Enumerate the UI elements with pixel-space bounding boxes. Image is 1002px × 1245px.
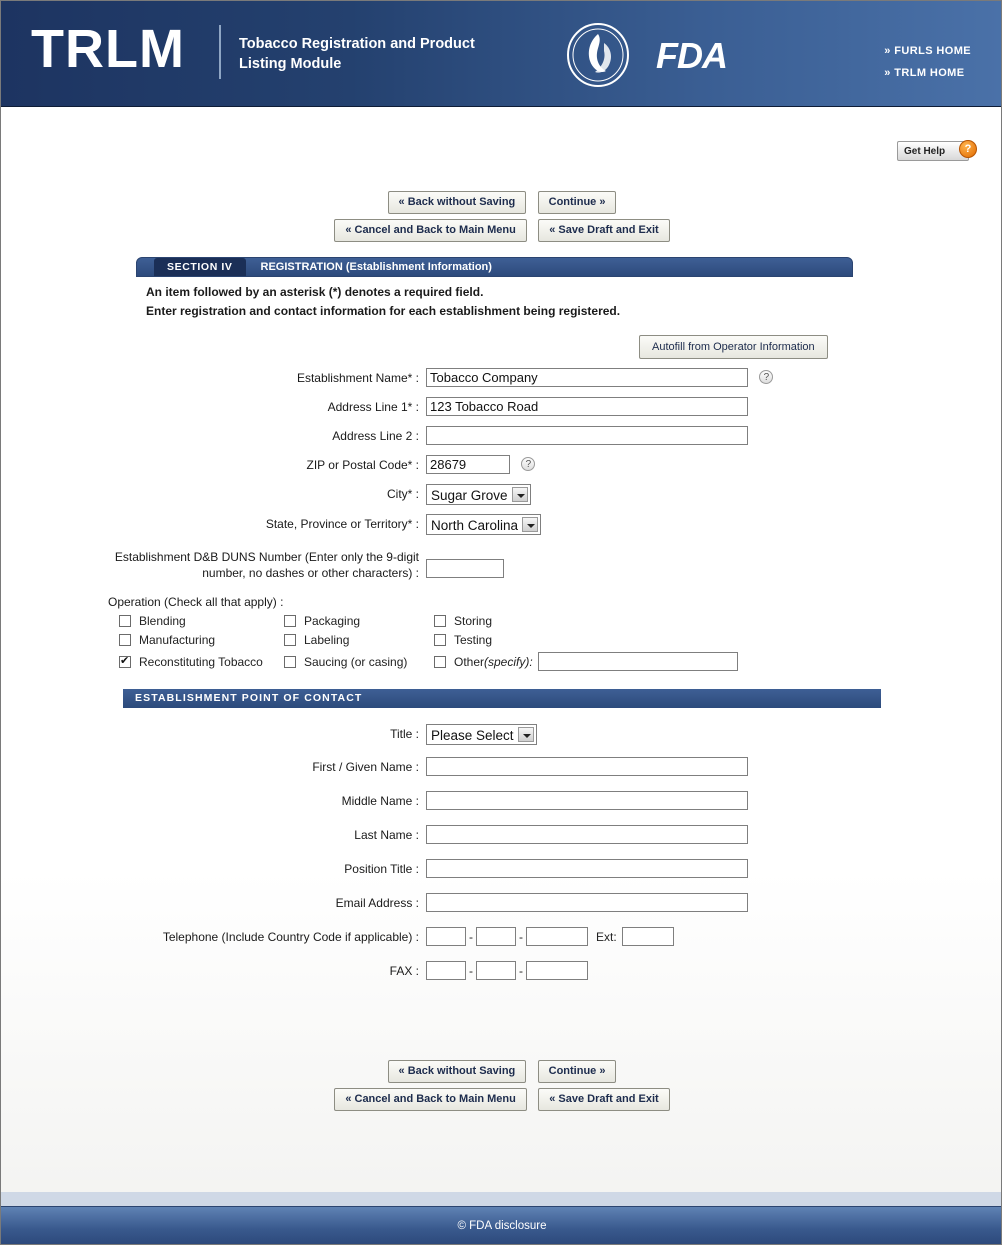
tab-section-iv[interactable]: SECTION IV [154,258,246,276]
operation-heading: Operation (Check all that apply) : [108,595,284,609]
chevron-left-icon: « [398,1065,405,1077]
telephone-part-1-input[interactable] [426,927,466,946]
trlm-logo: TRLM [31,19,185,79]
row-state [1,514,1002,535]
telephone-control [426,927,1002,946]
toolbar-bottom-row-1 [1,1060,1002,1088]
duns-label-line-1: Establishment D&B DUNS Number (Enter only the 9-digit [114,550,419,564]
checkbox-saucing[interactable] [284,656,296,668]
city-label: City* : [386,487,419,501]
form-content [1,283,1002,981]
operation-reconstituting-label: Reconstituting Tobacco [139,654,263,669]
back-without-saving-label: Back without Saving [407,196,516,208]
establishment-point-of-contact-band: ESTABLISHMENT POINT OF CONTACT [123,689,881,708]
row-position-title [1,859,1002,879]
save-draft-exit-label: Save Draft and Exit [558,224,659,236]
checkbox-manufacturing[interactable] [119,634,131,646]
fax-part-3-input[interactable] [526,961,588,980]
state-control [426,514,1002,535]
middle-name-input[interactable] [426,791,748,810]
last-name-label: Last Name : [354,828,419,842]
duns-control [426,549,1002,578]
continue-button-bottom[interactable] [538,1060,617,1083]
duns-label-line-2: number, no dashes or other characters) : [202,566,419,580]
operation-saucing-label: Saucing (or casing) [304,654,408,669]
telephone-dash-2: - [519,929,523,944]
chevron-down-icon[interactable] [512,487,528,502]
operation-blending-label: Blending [139,614,186,628]
required-field-note: An item followed by an asterisk (*) denotes a required field. [146,285,484,299]
zip-code-label: ZIP or Postal Code* : [306,458,419,472]
operation-labeling[interactable] [284,633,434,647]
fda-logo: FDA [656,35,727,76]
position-title-control [426,859,1002,878]
form-notes [146,283,1002,321]
email-address-label: Email Address : [335,896,419,910]
operation-blending[interactable] [119,614,284,628]
row-middle-name [1,791,1002,811]
operation-checkbox-grid [119,614,1002,671]
checkbox-blending[interactable] [119,615,131,627]
position-title-label: Position Title : [344,862,419,876]
operation-storing[interactable] [434,614,1002,628]
operation-labeling-label: Labeling [304,633,350,647]
row-establishment-name [1,368,1002,388]
save-draft-exit-button-top[interactable] [538,219,669,242]
chevron-left-icon: « [398,196,405,208]
fax-part-2-input[interactable] [476,961,516,980]
continue-button-top[interactable] [538,191,617,214]
section-tabbar [136,257,853,277]
telephone-label: Telephone (Include Country Code if applicable) : [162,930,419,944]
row-last-name [1,825,1002,845]
chevron-down-icon[interactable] [518,727,534,742]
first-name-input[interactable] [426,757,748,776]
operation-reconstituting-tobacco[interactable] [119,652,284,671]
back-without-saving-label: Back without Saving [407,1065,516,1077]
establishment-name-input[interactable] [426,368,748,387]
operation-other-specify-label: (specify): [484,654,533,669]
row-zip-code [1,455,1002,475]
tab-title: REGISTRATION (Establishment Information) [260,261,492,273]
get-help-button[interactable] [897,141,972,161]
duns-input[interactable] [426,559,504,578]
operation-storing-label: Storing [454,614,493,628]
header-divider [219,25,221,79]
first-name-control [426,757,1002,776]
toolbar-top-row-1 [1,191,1002,219]
address-line-2-control [426,426,1002,445]
operation-other-label: Other [454,654,485,669]
last-name-control [426,825,1002,844]
first-name-label: First / Given Name : [312,760,419,774]
address-line-2-label: Address Line 2 : [332,429,419,443]
checkbox-reconstituting-tobacco[interactable] [119,656,131,668]
telephone-dash-1: - [469,929,473,944]
checkbox-packaging[interactable] [284,615,296,627]
contact-title-label: Title : [390,727,419,741]
operation-packaging[interactable] [284,614,434,628]
cancel-back-label: Cancel and Back to Main Menu [354,1093,516,1105]
email-address-input[interactable] [426,893,748,912]
row-email-address [1,893,1002,913]
address-line-1-control [426,397,1002,416]
checkbox-other[interactable] [434,656,446,668]
site-footer: © FDA disclosure [1,1206,1002,1244]
checkbox-testing[interactable] [434,634,446,646]
autofill-from-operator-button[interactable]: Autofill from Operator Information [639,335,828,359]
fax-dash-2: - [519,963,523,978]
header-subtitle: Tobacco Registration and Product Listing Module [239,36,475,72]
header-links [884,45,971,89]
contact-title-control [426,724,1002,745]
cancel-back-label: Cancel and Back to Main Menu [354,224,516,236]
operation-other[interactable] [434,652,1002,671]
row-fax [1,961,1002,981]
question-mark-icon[interactable]: ? [959,140,977,158]
back-without-saving-button-top[interactable] [388,191,527,214]
address-line-1-input[interactable] [426,397,748,416]
row-telephone [1,927,1002,947]
get-help-label: Get Help [904,146,946,157]
fax-control [426,961,1002,980]
operation-other-input[interactable] [538,652,738,671]
state-select[interactable] [426,514,541,535]
fax-dash-1: - [469,963,473,978]
link-trlm-home[interactable]: » TRLM HOME [884,67,965,79]
city-selected-value: Sugar Grove [431,488,508,503]
duns-label [1,549,426,581]
chevron-left-icon: « [345,1093,352,1105]
address-line-1-label: Address Line 1* : [327,400,419,414]
toolbar-top-row-2 [1,219,1002,247]
row-address-line-1 [1,397,1002,417]
address-line-2-input[interactable] [426,426,748,445]
fax-label: FAX : [389,964,419,978]
continue-label: Continue [548,196,597,208]
chevron-right-icon: » [599,1065,606,1077]
chevron-left-icon: « [549,224,556,236]
link-furls-home[interactable]: » FURLS HOME [884,45,971,57]
position-title-input[interactable] [426,859,748,878]
row-first-name [1,757,1002,777]
telephone-part-2-input[interactable] [476,927,516,946]
instructions-note: Enter registration and contact information for each establishment being registered. [146,304,621,318]
establishment-name-control [426,368,1002,387]
establishment-name-label: Establishment Name* : [296,371,419,385]
save-draft-exit-button-bottom[interactable] [538,1088,669,1111]
cancel-back-main-menu-button-top[interactable] [334,219,527,242]
state-selected-value: North Carolina [431,518,519,533]
toolbar-top [1,191,1002,247]
checkbox-storing[interactable] [434,615,446,627]
contact-title-selected-value: Please Select [431,728,514,743]
telephone-part-3-input[interactable] [526,927,588,946]
footer-spacer [1,1192,1002,1206]
hhs-seal-icon [559,21,637,89]
back-without-saving-button-bottom[interactable] [388,1060,527,1083]
zip-code-control [426,455,1002,474]
telephone-ext-input[interactable] [622,927,674,946]
contact-title-select[interactable] [426,724,537,745]
city-select[interactable] [426,484,531,505]
chevron-left-icon: « [549,1093,556,1105]
fax-part-1-input[interactable] [426,961,466,980]
toolbar-bottom [1,1060,1002,1116]
state-label: State, Province or Territory* : [265,517,419,531]
last-name-input[interactable] [426,825,748,844]
operation-testing[interactable] [434,633,1002,647]
operation-manufacturing[interactable] [119,633,284,647]
middle-name-label: Middle Name : [341,794,419,808]
site-header [1,1,1001,107]
operation-packaging-label: Packaging [304,614,361,628]
email-address-control [426,893,1002,912]
checkbox-labeling[interactable] [284,634,296,646]
middle-name-control [426,791,1002,810]
establishment-name-help-icon[interactable]: ? [759,370,773,384]
chevron-down-icon[interactable] [522,517,538,532]
row-duns-number [1,549,1002,581]
save-draft-exit-label: Save Draft and Exit [558,1093,659,1105]
row-contact-title [1,724,1002,745]
operation-manufacturing-label: Manufacturing [139,633,216,647]
autofill-row [1,335,1002,359]
toolbar-bottom-row-2 [1,1088,1002,1116]
zip-code-input[interactable] [426,455,510,474]
telephone-ext-label: Ext: [596,929,617,944]
chevron-right-icon: » [599,196,606,208]
row-city [1,484,1002,505]
cancel-back-main-menu-button-bottom[interactable] [334,1088,527,1111]
operation-testing-label: Testing [454,633,493,647]
row-address-line-2 [1,426,1002,446]
operation-saucing[interactable] [284,652,434,671]
zip-code-help-icon[interactable]: ? [521,457,535,471]
city-control [426,484,1002,505]
continue-label: Continue [548,1065,597,1077]
chevron-left-icon: « [345,224,352,236]
